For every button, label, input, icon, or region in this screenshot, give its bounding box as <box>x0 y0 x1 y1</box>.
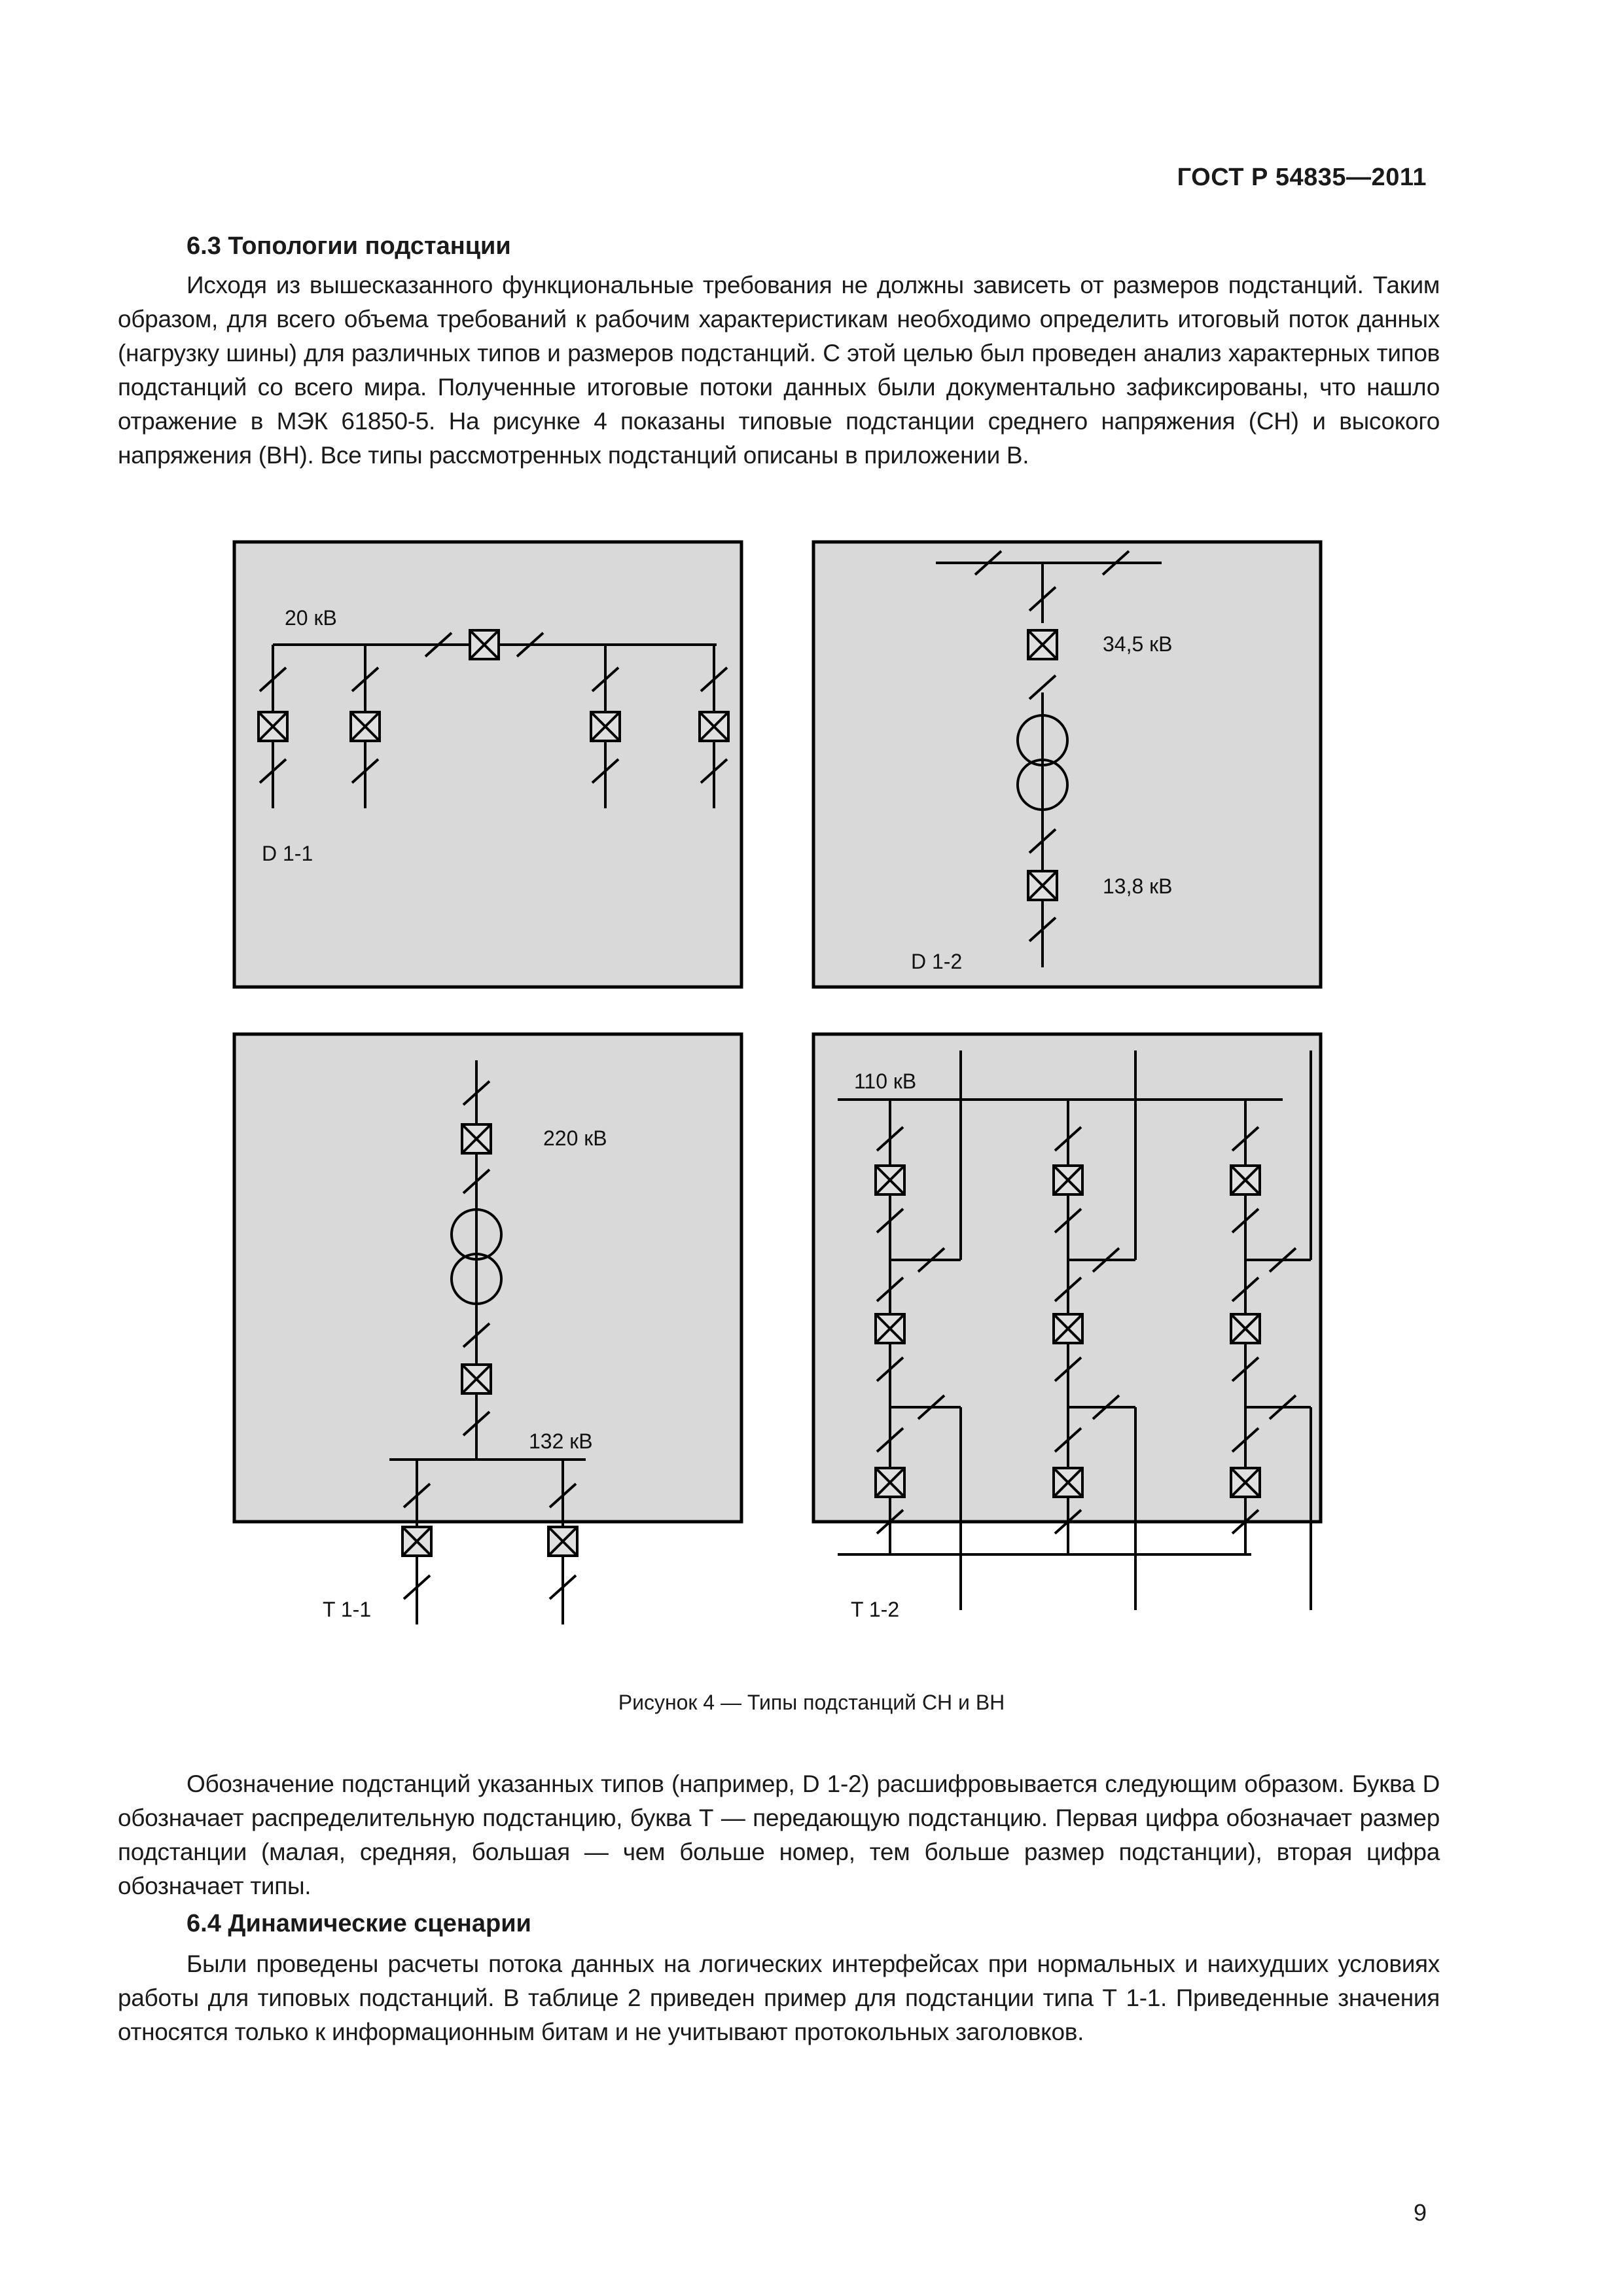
page-number: 9 <box>1413 2199 1427 2226</box>
section-6-3-paragraph: Исходя из вышесказанного функциональные требования не должны зависеть от размеров подстанций. Таким образом, для всего объема требований к рабочим характеристикам необходимо определить итоговый поток данных (нагрузку шины) для различных типов и размеров подстанций. С этой целью был проведен анализ характерных типов подстанций со всего мира. Полученные итоговые потоки данных были документально зафиксированы, что нашло отражение в МЭК 61850-5. На рисунке 4 показаны типовые подстанции среднего напряжения (СН) и высокого напряжения (ВН). Все типы рассмотренных подстанций описаны в приложении В. <box>118 272 1440 469</box>
t-1-1-lower-voltage-label: 132 кВ <box>529 1429 593 1453</box>
t-1-1-upper-voltage-label: 220 кВ <box>543 1126 607 1150</box>
substation-figure <box>223 530 1348 1662</box>
designation-paragraph: Обозначение подстанций указанных типов (например, D 1-2) расшифровывается следующим образом. Буква D обозначает распределительную подстанцию, буква Т — передающую подстанцию. Первая цифра обозначает размер подстанции (малая, средняя, большая — чем больше номер, тем больше размер подстанции), вторая цифра обозначает типы. <box>118 1770 1440 1899</box>
panel-d-1-1 <box>234 542 741 987</box>
t-1-1-panel-label: T 1-1 <box>323 1598 372 1621</box>
section-6-4-paragraph: Были проведены расчеты потока данных на логических интерфейсах при нормальных и наихудших условиях работы для типовых подстанций. В таблице 2 приведен пример для подстанции типа Т 1-1. Приведенные значения относятся только к информационным битам и не учитывают протокольных заголовков. <box>118 1950 1440 2045</box>
section-6-4-title: 6.4 Динамические сценарии <box>187 1910 531 1937</box>
d-1-2-lower-voltage-label: 13,8 кВ <box>1103 874 1173 898</box>
section-6-3-title: 6.3 Топологии подстанции <box>187 232 511 260</box>
d-1-2-upper-voltage-label: 34,5 кВ <box>1103 632 1173 656</box>
panel-t-1-2 <box>813 1034 1321 1621</box>
figure-caption: Рисунок 4 — Типы подстанций СН и ВН <box>618 1691 1005 1714</box>
t-1-2-panel-label: T 1-2 <box>851 1598 900 1621</box>
d-1-2-panel-label: D 1-2 <box>911 950 963 973</box>
d-1-1-voltage-label: 20 кВ <box>285 606 337 630</box>
t-1-2-voltage-label: 110 кВ <box>854 1069 917 1093</box>
d-1-1-panel-label: D 1-1 <box>262 842 313 865</box>
substation-diagrams <box>223 530 1348 1662</box>
panel-d-1-2 <box>813 542 1321 987</box>
panel-t-1-1 <box>234 1034 741 1624</box>
document-code: ГОСТ Р 54835—2011 <box>1177 164 1427 191</box>
